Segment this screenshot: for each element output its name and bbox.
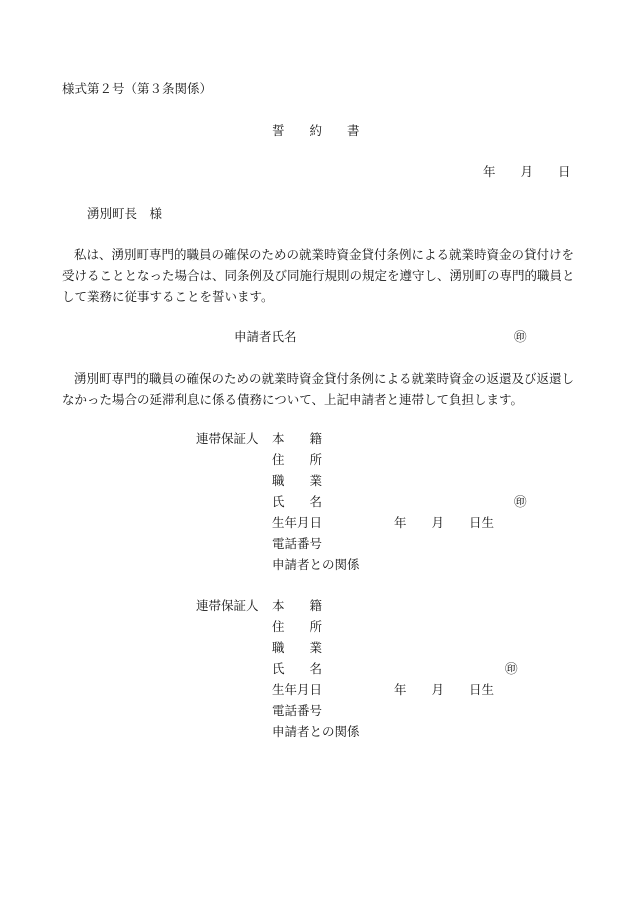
birthdate-label: 生年月日 <box>272 682 323 697</box>
applicant-name-label: 申請者氏名 <box>234 329 297 344</box>
pledge-paragraph <box>62 244 582 307</box>
seal-mark: ㊞ <box>514 329 527 344</box>
form-label: 様式第２号（第３条関係） <box>62 81 213 96</box>
pledge-line: して業務に従事することを誓います。 <box>62 289 274 304</box>
seal-mark: ㊞ <box>514 494 527 509</box>
birthdate-value: 年 月 日生 <box>394 515 495 530</box>
name-label: 氏 名 <box>272 494 323 509</box>
phone-label: 電話番号 <box>272 703 323 718</box>
occupation-label: 職 業 <box>272 473 323 488</box>
honseki-label: 本 籍 <box>272 431 323 446</box>
birthdate-label: 生年月日 <box>272 515 323 530</box>
guarantee-line: 湧別町専門的職員の確保のための就業時資金貸付条例による就業時資金の返還及び返還し <box>74 371 575 386</box>
honseki-label: 本 籍 <box>272 598 323 613</box>
addressee: 湧別町長 様 <box>87 206 163 221</box>
birthdate-value: 年 月 日生 <box>394 682 495 697</box>
guarantee-line: なかった場合の延滞利息に係る債務について、上記申請者と連帯して負担します。 <box>62 392 524 407</box>
phone-label: 電話番号 <box>272 536 323 551</box>
relation-label: 申請者との関係 <box>272 724 360 739</box>
document-title: 誓 約 書 <box>272 123 360 138</box>
address-label: 住 所 <box>272 619 323 634</box>
pledge-line: 受けることとなった場合は、同条例及び同施行規則の規定を遵守し、湧別町の専門的職員と <box>62 268 575 283</box>
address-label: 住 所 <box>272 452 323 467</box>
guarantee-paragraph <box>62 368 582 410</box>
seal-mark: ㊞ <box>505 661 518 676</box>
name-label: 氏 名 <box>272 661 323 676</box>
guarantor-heading: 連帯保証人 <box>196 598 259 613</box>
occupation-label: 職 業 <box>272 640 323 655</box>
date-line: 年 月 日 <box>483 164 571 179</box>
pledge-line: 私は、湧別町専門的職員の確保のための就業時資金貸付条例による就業時資金の貸付けを <box>74 247 575 262</box>
relation-label: 申請者との関係 <box>272 557 360 572</box>
guarantor-heading: 連帯保証人 <box>196 431 259 446</box>
